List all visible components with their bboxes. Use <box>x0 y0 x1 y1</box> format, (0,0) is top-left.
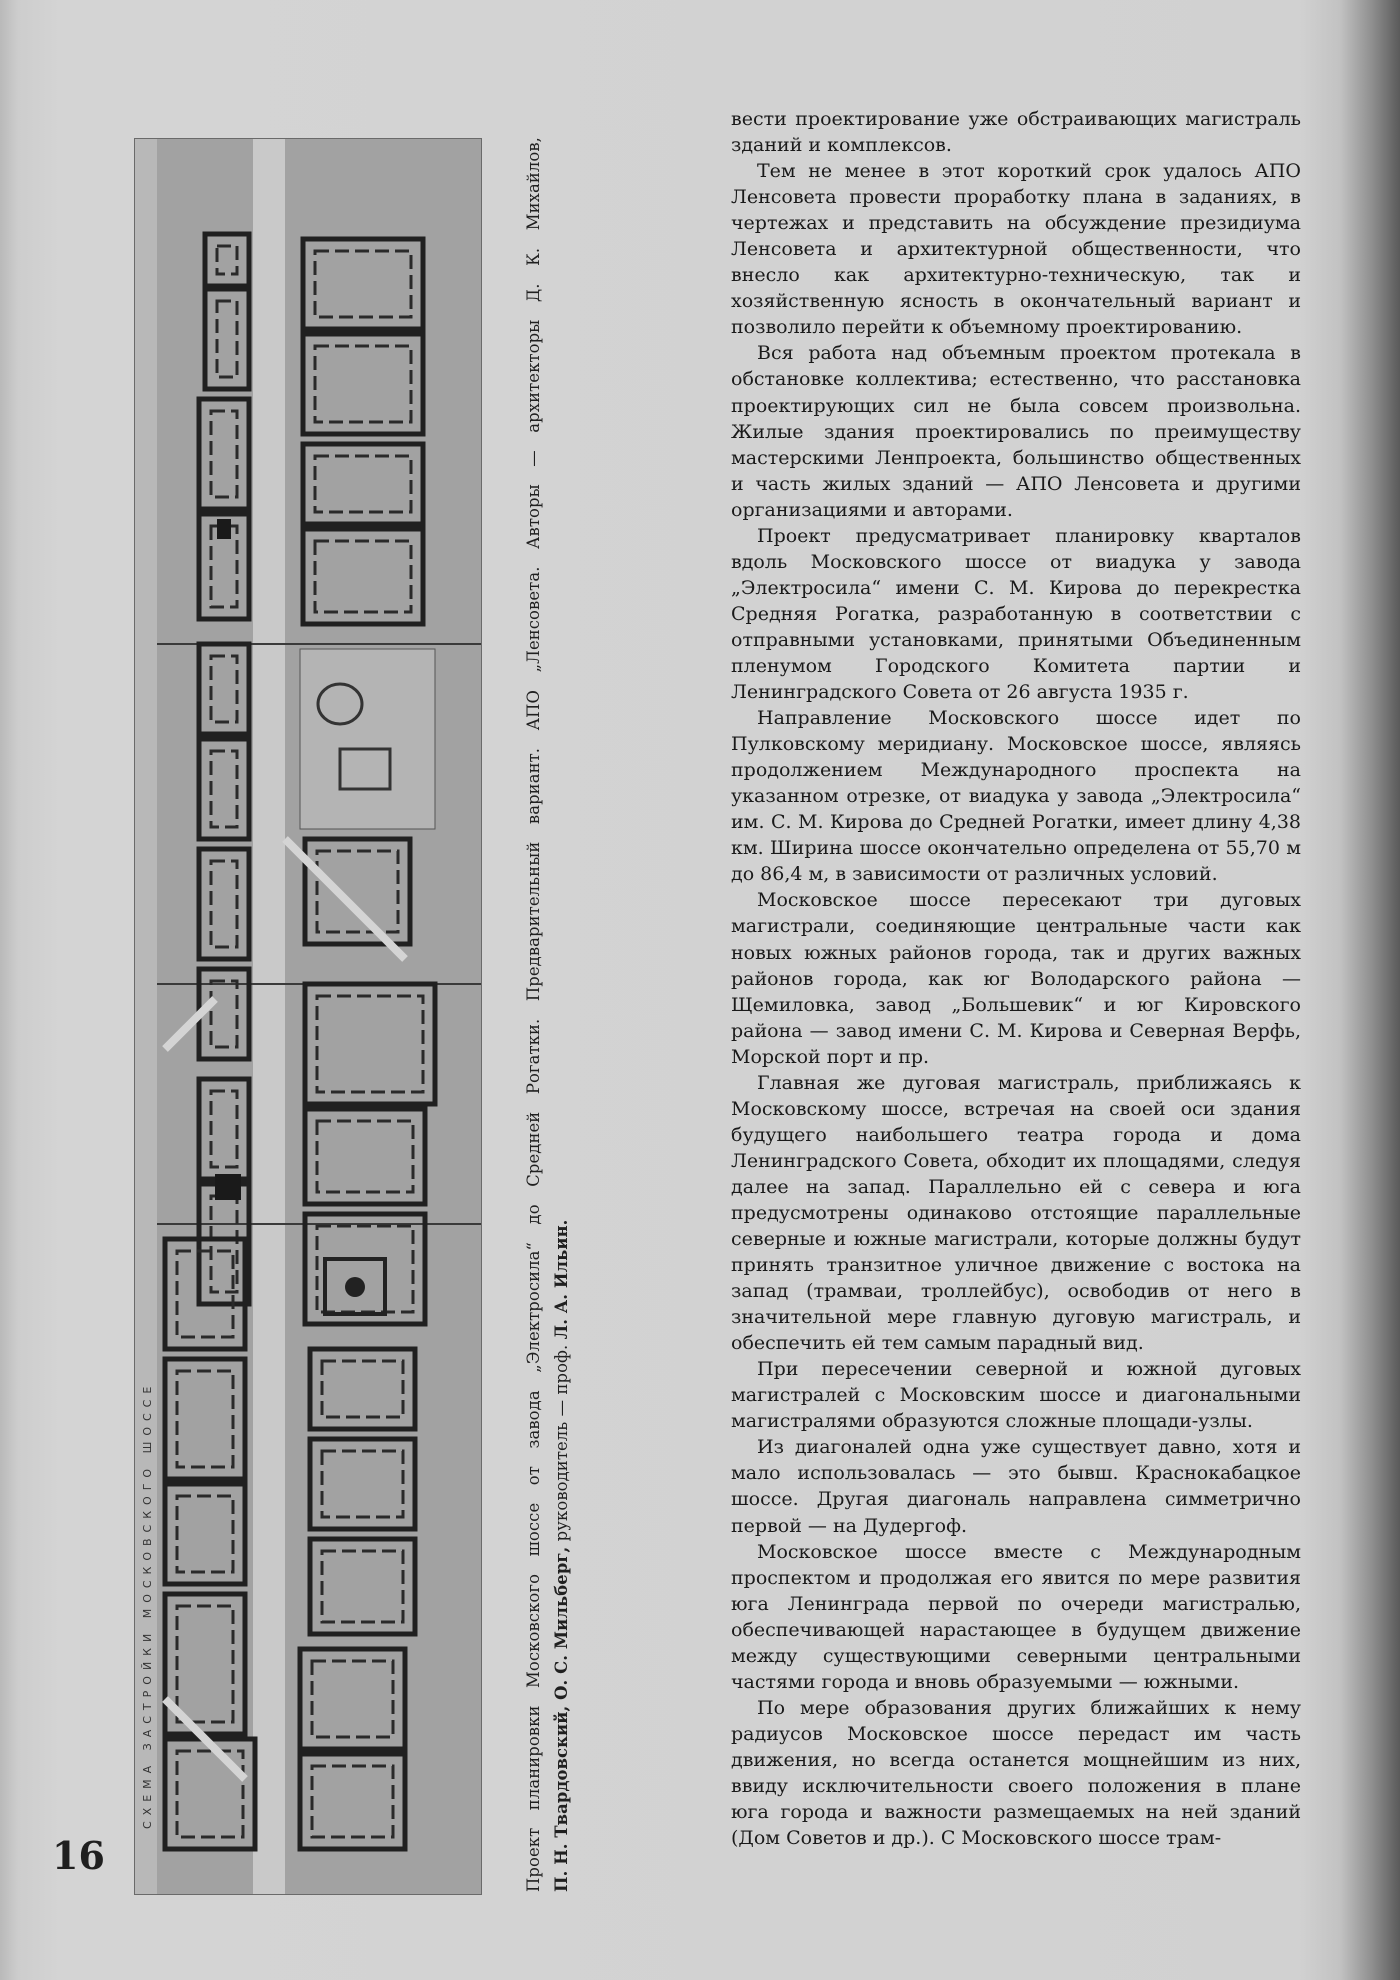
caption-line-1: Проект планировки Московского шоссе от завода „Электросила“ до Средней Рогатки. Предварительный вариант. АПО „Ленсовета. Авторы — архитекторы Д. К. Михайлов, <box>524 137 543 1892</box>
paragraph: Тем не менее в этот короткий срок удалось АПО Ленсовета провести проработку плана в заданиях, в чертежах и представить на обсуждение президиума Ленсовета и архитектурной общественности, что внесло как архитектурно-техническую, так и хозяйственную ясность в окончательный вариант и позволило перейти к объемному проектированию. <box>731 160 1301 339</box>
caption-line-2 <box>548 137 576 1892</box>
site-plan-drawing <box>135 139 481 1894</box>
paragraph: Направление Московского шоссе идет по Пулковскому меридиану. Московское шоссе, являясь продолжением Международного проспекта на указанном отрезке, от виадука у завода „Электросила“ им. С. М. Кирова до Средней Рогатки, имеет длину 4,38 км. Ширина шоссе окончательно определена от 55,70 м до 86,4 м, в зависимости от различных условий. <box>731 707 1301 886</box>
caption-supervisor: Л. А. Ильин. <box>552 1219 571 1340</box>
paragraph: По мере образования других ближайших к нему радиусов Московское шоссе передаст им часть движения, но всегда останется мощнейшим из них, ввиду исключительности своего положения в плане юга города и важности размещаемых на ней зданий (Дом Советов и др.). С Московского шоссе трам- <box>731 1696 1301 1850</box>
paragraph: Из диагоналей одна уже существует давно, хотя и мало использовалась — это бывш. Краснокабацкое шоссе. Другая диагональ направлена симметрично первой — на Дудергоф. <box>731 1436 1301 1537</box>
plan-title-label: СХЕМА ЗАСТРОЙКИ МОСКОВСКОГО ШОССЕ <box>141 1380 154 1829</box>
article-text-column <box>731 106 1301 1851</box>
paragraph-continuation: вести проектирование уже обстраивающих магистраль зданий и комплексов. <box>731 108 1301 157</box>
solid-building <box>215 1174 241 1200</box>
solid-building <box>217 519 231 539</box>
paragraph: Проект предусматривает планировку кварталов вдоль Московского шоссе от виадука у завода „Электросила“ имени С. М. Кирова до перекрестка Средняя Рогатка, разработанную в соответствии с отправными установками, принятыми Объединенным пленумом Городского Комитета партии и Ленинградского Совета от 26 августа 1935 г. <box>731 524 1301 704</box>
figure-caption <box>520 137 580 1892</box>
caption-authors: П. Н. Твардовский, О. С. Мильберг, <box>552 1546 571 1892</box>
park-area <box>300 649 435 829</box>
caption-role: руководитель — проф. <box>552 1344 571 1542</box>
highway-strip <box>253 139 285 1894</box>
paragraph: Московское шоссе вместе с Международным проспектом и продолжая его явится по мере развития юга Ленинграда первой по очереди магистралью, обеспечивающей нарастающее в будущем движение между существующими северными центральными частями города и вновь образуемыми — южными. <box>731 1540 1301 1693</box>
paragraph: Главная же дуговая магистраль, приближаясь к Московскому шоссе, встречая на своей оси здания будущего наибольшего театра города и дома Ленинградского Совета, обходит их площадями, следуя далее на запад. Параллельно ей с севера и юга предусмотрены одинаково отстоящие параллельные северные и южные магистрали, которые должны будут принять транзитное уличное движение с востока на запад (трамваи, троллейбус), освободив от него в значительной мере главную дуговую магистраль, и обеспечить ей тем самым парадный вид. <box>731 1071 1301 1355</box>
paragraph: Московское шоссе пересекают три дуговых магистрали, соединяющие центральные части как новых южных районов города, так и других важных районов города, как юг Володарского района — Щемиловка, завод „Большевик“ и юг Кировского района — завод имени С. М. Кирова и Северная Верфь, Морской порт и пр. <box>731 889 1301 1068</box>
paragraph: Вся работа над объемным проектом протекала в обстановке коллектива; естественно, что расстановка проектирующих сил не была совсем произвольна. Жилые здания проектировались по преимуществу мастерскими Ленпроекта, большинство общественных и часть жилых зданий — АПО Ленсовета и другими организациями и авторами. <box>731 342 1301 521</box>
page-number: 16 <box>52 1833 105 1878</box>
paragraph: При пересечении северной и южной дуговых магистралей с Московским шоссе и диагональными магистралями образуются сложные площади-узлы. <box>731 1358 1301 1433</box>
site-plan-figure <box>134 138 482 1895</box>
palace-dome <box>345 1277 365 1297</box>
